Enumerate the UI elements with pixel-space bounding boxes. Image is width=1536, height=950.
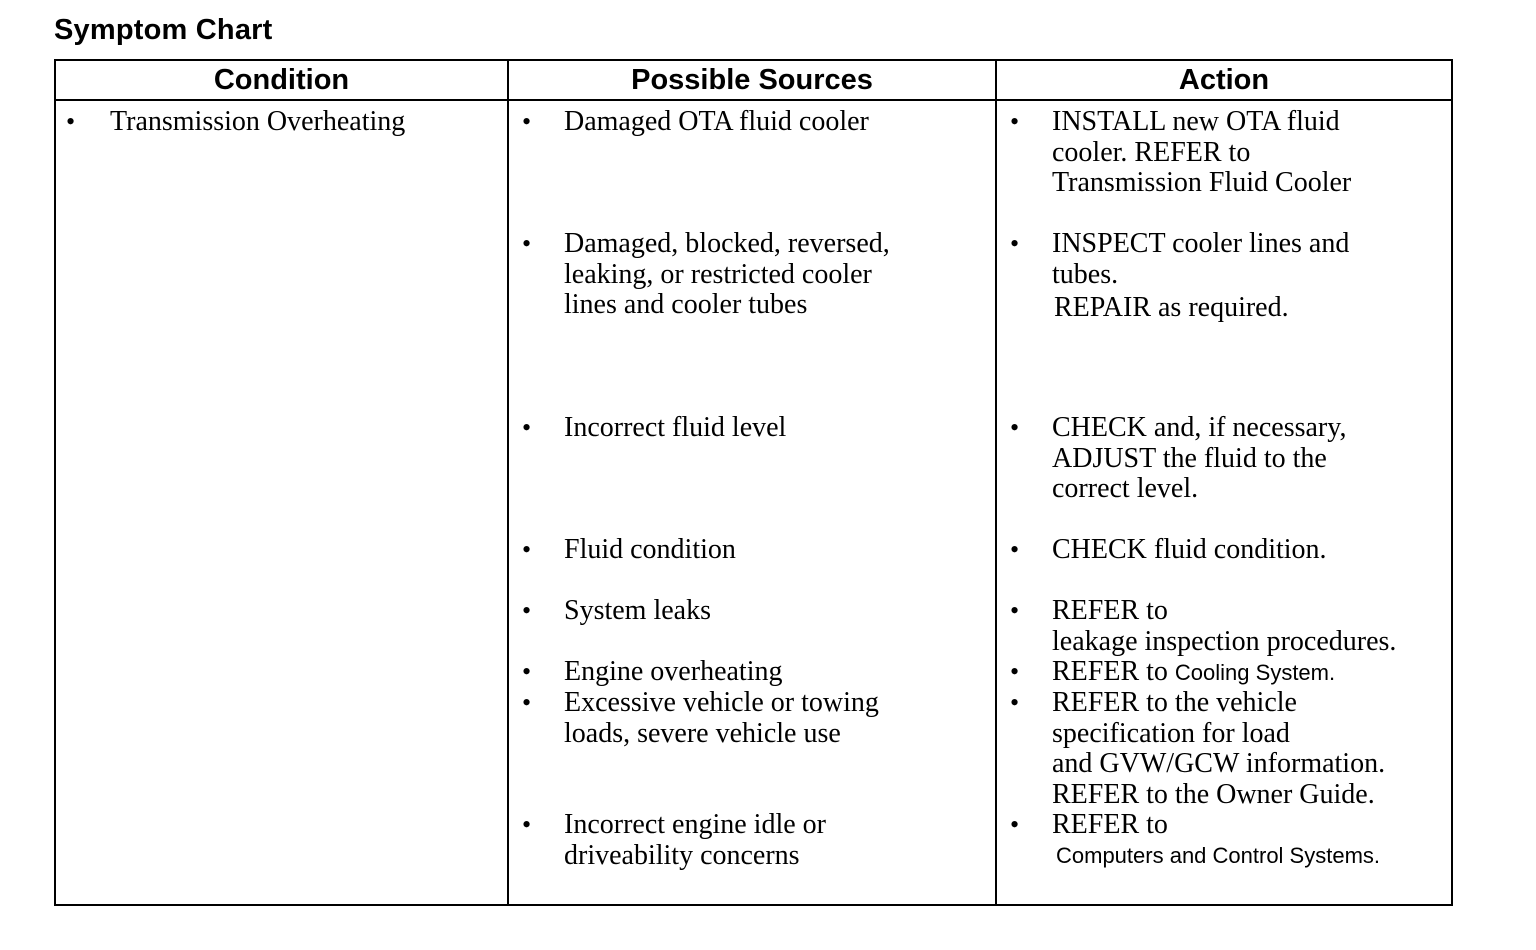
bullet-icon: • [1010, 596, 1020, 625]
source-text: Damaged, blocked, reversed, [564, 228, 890, 259]
action-text: REPAIR as required. [1054, 292, 1289, 323]
source-item [564, 810, 826, 871]
action-item [1052, 688, 1385, 810]
action-text: Transmission Fluid Cooler [1052, 167, 1352, 199]
bullet-icon: • [1010, 657, 1020, 686]
source-text: Incorrect engine idle or [564, 809, 826, 840]
bullet-icon: • [1010, 535, 1020, 564]
cooling-system-ref: Cooling System. [1174, 660, 1336, 685]
computers-control-systems-ref: Computers and Control Systems. [1056, 842, 1381, 868]
header-divider [54, 99, 1453, 101]
header-possible-sources: Possible Sources [631, 64, 873, 96]
action-item [1052, 535, 1327, 566]
source-text: Fluid condition [564, 534, 736, 565]
source-text: System leaks [564, 595, 711, 626]
source-item [564, 688, 879, 749]
action-text: specification for load [1052, 717, 1290, 749]
action-text: REFER to the vehicle [1052, 687, 1297, 718]
source-text: Damaged OTA fluid cooler [564, 106, 869, 137]
bullet-icon: • [1010, 229, 1020, 258]
bullet-icon: • [1010, 810, 1020, 839]
source-item [564, 107, 869, 138]
action-text: cooler. REFER to [1052, 136, 1251, 168]
header-action: Action [1178, 64, 1270, 96]
action-text: and GVW/GCW information. [1052, 748, 1386, 780]
source-item [564, 535, 736, 566]
bullet-icon: • [1010, 413, 1020, 442]
bullet-icon: • [522, 810, 532, 839]
source-text: Incorrect fluid level [564, 412, 787, 443]
bullet-icon: • [1010, 688, 1020, 717]
action-item [1052, 596, 1396, 657]
action-item [1052, 657, 1335, 689]
source-text: Excessive vehicle or towing [564, 687, 879, 718]
action-text: REFER to the Owner Guide. [1052, 778, 1375, 810]
source-text: Engine overheating [564, 656, 783, 687]
action-item [1052, 413, 1346, 505]
column-divider [995, 59, 997, 906]
source-text: leaking, or restricted cooler [564, 258, 872, 290]
action-item [1052, 107, 1351, 199]
bullet-icon: • [522, 688, 532, 717]
source-text: driveability concerns [564, 839, 800, 871]
source-item [564, 413, 786, 444]
source-item [564, 657, 782, 688]
action-prefix: REFER to [1052, 656, 1175, 687]
action-text: CHECK fluid condition. [1052, 534, 1327, 565]
column-divider [507, 59, 509, 906]
bullet-icon: • [522, 657, 532, 686]
action-text: correct level. [1052, 473, 1199, 505]
source-text: lines and cooler tubes [564, 289, 808, 321]
page-title: Symptom Chart [54, 14, 273, 46]
action-text: leakage inspection procedures. [1052, 625, 1397, 657]
action-text: CHECK and, if necessary, [1052, 412, 1347, 443]
bullet-icon: • [522, 229, 532, 258]
source-item [564, 596, 711, 627]
header-condition: Condition [213, 64, 350, 96]
action-text: tubes. [1052, 258, 1119, 290]
action-text: INSTALL new OTA fluid [1052, 106, 1340, 137]
action-item [1054, 293, 1289, 324]
bullet-icon: • [522, 596, 532, 625]
condition-item [110, 107, 405, 138]
action-text: REFER to [1052, 595, 1168, 626]
action-item [1052, 810, 1380, 871]
action-text: ADJUST the fluid to the [1052, 442, 1327, 474]
bullet-icon: • [66, 107, 76, 136]
bullet-icon: • [1010, 107, 1020, 136]
action-text [1052, 657, 1335, 689]
action-text: INSPECT cooler lines and [1052, 228, 1350, 259]
source-text: loads, severe vehicle use [564, 717, 841, 749]
source-item [564, 229, 890, 321]
condition-text: Transmission Overheating [110, 106, 406, 137]
bullet-icon: • [522, 107, 532, 136]
bullet-icon: • [522, 535, 532, 564]
bullet-icon: • [522, 413, 532, 442]
action-text: REFER to [1052, 809, 1168, 840]
action-item [1052, 229, 1349, 290]
